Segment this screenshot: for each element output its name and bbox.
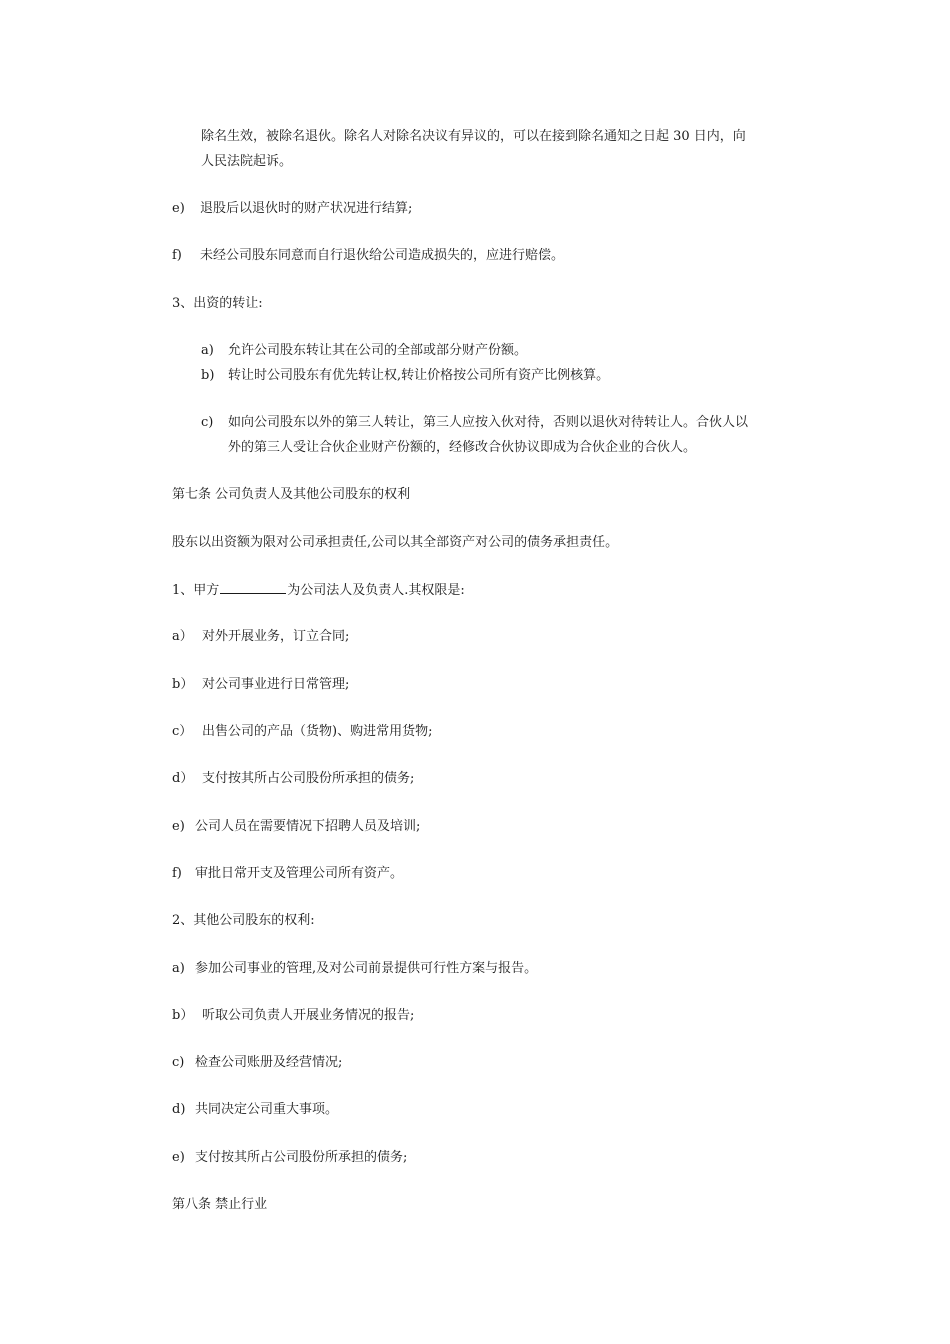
article-heading: 第八条 禁止行业 [172, 1197, 268, 1212]
list-item [172, 247, 564, 265]
list-item [172, 865, 403, 883]
list-item [172, 676, 349, 694]
list-item [172, 1101, 338, 1119]
list-item [201, 367, 609, 385]
paragraph-line: 人民法院起诉。 [201, 154, 293, 169]
list-text: 支付按其所占公司股份所承担的债务; [195, 1150, 408, 1165]
list-text: 对外开展业务，订立合同; [202, 629, 350, 644]
article-heading: 第七条 公司负责人及其他公司股东的权利 [172, 487, 411, 502]
list-label: f) [172, 866, 182, 881]
list-text: 未经公司股东同意而自行退伙给公司造成损失的，应进行赔偿。 [200, 248, 565, 263]
paragraph: 2、其他公司股东的权利: [172, 913, 315, 928]
list-item [172, 1007, 414, 1025]
list-item [172, 723, 432, 741]
list-label: f) [172, 248, 182, 263]
list-text: 允许公司股东转让其在公司的全部或部分财产份额。 [228, 343, 528, 358]
list-text: 退股后以退伙时的财产状况进行结算; [200, 201, 413, 216]
list-item [172, 1054, 342, 1072]
list-text: 公司人员在需要情况下招聘人员及培训; [195, 819, 421, 834]
list-label: c) [201, 415, 214, 430]
paragraph [172, 581, 465, 600]
list-text: 转让时公司股东有优先转让权,转让价格按公司所有资产比例核算。 [228, 368, 610, 383]
list-text: 参加公司事业的管理,及对公司前景提供可行性方案与报告。 [195, 961, 538, 976]
list-item [201, 342, 527, 360]
list-text: 听取公司负责人开展业务情况的报告; [202, 1008, 415, 1023]
list-label: b） [172, 1008, 194, 1023]
list-label: b） [172, 677, 194, 692]
list-label: a) [172, 961, 185, 976]
list-label: e) [172, 819, 185, 834]
fill-in-blank [220, 581, 286, 594]
list-text: 审批日常开支及管理公司所有资产。 [195, 866, 404, 881]
section-heading: 3、出资的转让: [172, 296, 263, 311]
list-label: d) [172, 1102, 186, 1117]
list-item [172, 770, 414, 788]
list-label: a） [172, 629, 193, 644]
list-label: c) [172, 1055, 185, 1070]
paragraph-line: 外的第三人受让合伙企业财产份额的，经修改合伙协议即成为合伙企业的合伙人。 [228, 440, 697, 455]
list-text: 对公司事业进行日常管理; [202, 677, 350, 692]
list-text: 如向公司股东以外的第三人转让，第三人应按入伙对待，否则以退伙对待转让人。合伙人以 [228, 415, 749, 430]
list-label: e) [172, 1150, 185, 1165]
list-label: e) [172, 201, 185, 216]
list-label: d） [172, 771, 194, 786]
list-item [172, 960, 537, 978]
list-text: 检查公司账册及经营情况; [195, 1055, 343, 1070]
list-label: a) [201, 343, 214, 358]
paragraph-line: 除名生效，被除名退伙。除名人对除名决议有异议的，可以在接到除名通知之日起 30 日内，向 [201, 129, 746, 144]
list-text: 支付按其所占公司股份所承担的债务; [202, 771, 415, 786]
list-item [172, 200, 412, 218]
text-before-blank: 1、甲方 [172, 583, 220, 598]
list-label: b) [201, 368, 215, 383]
list-item [201, 414, 748, 432]
list-item [172, 1149, 407, 1167]
paragraph: 股东以出资额为限对公司承担责任,公司以其全部资产对公司的债务承担责任。 [172, 535, 619, 550]
list-item [172, 628, 349, 646]
list-text: 共同决定公司重大事项。 [195, 1102, 339, 1117]
text-after-blank: 为公司法人及负责人.其权限是: [287, 583, 465, 598]
list-text: 出售公司的产品（货物)、购进常用货物; [202, 724, 433, 739]
list-label: c） [172, 724, 193, 739]
list-item [172, 818, 420, 836]
